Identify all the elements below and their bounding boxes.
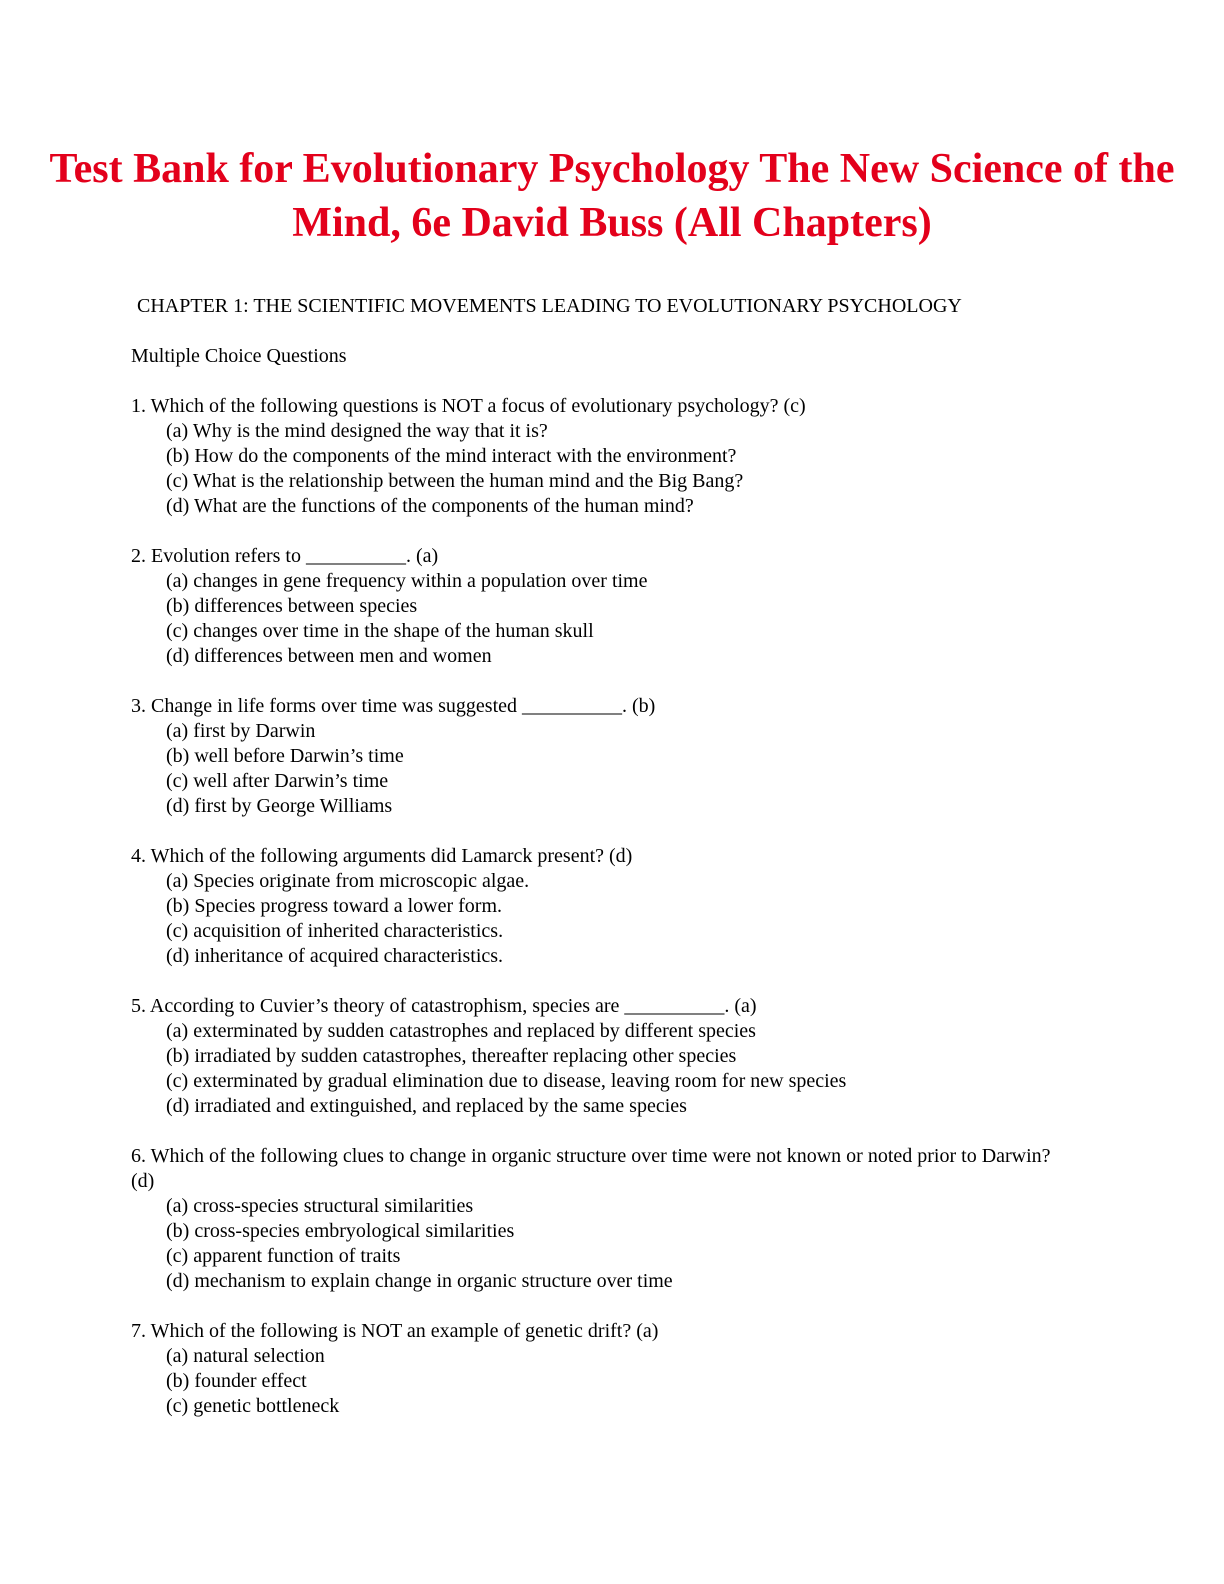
option-list (131, 1194, 1071, 1294)
question-list (131, 394, 1071, 1444)
option-list (131, 869, 1071, 969)
option-a: (a) natural selection (166, 1345, 325, 1367)
option-c: (c) What is the relationship between the human mind and the Big Bang? (166, 470, 744, 492)
question-stem: 2. Evolution refers to __________. (a) (131, 545, 439, 567)
question-3 (131, 694, 1071, 819)
option-c: (c) acquisition of inherited characteristics. (166, 920, 504, 942)
question-stem: 1. Which of the following questions is NOT a focus of evolutionary psychology? (c) (131, 395, 806, 417)
question-stem: 6. Which of the following clues to change in organic structure over time were not known or noted prior to Darwin? (d) (131, 1145, 1051, 1192)
option-c: (c) well after Darwin’s time (166, 770, 389, 792)
option-c: (c) apparent function of traits (166, 1245, 401, 1267)
question-1 (131, 394, 1071, 519)
question-5 (131, 994, 1071, 1119)
option-a: (a) Species originate from microscopic algae. (166, 870, 530, 892)
option-b: (b) founder effect (166, 1370, 307, 1392)
option-d: (d) mechanism to explain change in organic structure over time (166, 1270, 673, 1292)
question-stem: 7. Which of the following is NOT an example of genetic drift? (a) (131, 1320, 659, 1342)
option-d: (d) first by George Williams (166, 795, 393, 817)
question-6 (131, 1144, 1071, 1294)
option-d: (d) differences between men and women (166, 645, 492, 667)
option-b: (b) differences between species (166, 595, 418, 617)
option-list (131, 719, 1071, 819)
option-b: (b) cross-species embryological similarities (166, 1220, 515, 1242)
option-d: (d) What are the functions of the components of the human mind? (166, 495, 694, 517)
option-a: (a) cross-species structural similarities (166, 1195, 474, 1217)
option-list (131, 569, 1071, 669)
option-list (131, 419, 1071, 519)
section-heading: Multiple Choice Questions (131, 345, 347, 367)
option-c: (c) genetic bottleneck (166, 1395, 340, 1417)
option-d: (d) inheritance of acquired characteristics. (166, 945, 504, 967)
option-list (131, 1344, 1071, 1419)
option-b: (b) How do the components of the mind interact with the environment? (166, 445, 737, 467)
option-c: (c) changes over time in the shape of the human skull (166, 620, 594, 642)
option-b: (b) well before Darwin’s time (166, 745, 404, 767)
question-4 (131, 844, 1071, 969)
question-stem: 5. According to Cuvier’s theory of catastrophism, species are __________. (a) (131, 995, 757, 1017)
option-list (131, 1019, 1071, 1119)
option-a: (a) first by Darwin (166, 720, 316, 742)
question-stem: 4. Which of the following arguments did Lamarck present? (d) (131, 845, 633, 867)
option-a: (a) exterminated by sudden catastrophes and replaced by different species (166, 1020, 756, 1042)
option-b: (b) irradiated by sudden catastrophes, thereafter replacing other species (166, 1045, 737, 1067)
question-7 (131, 1319, 1071, 1419)
option-a: (a) changes in gene frequency within a population over time (166, 570, 648, 592)
question-stem: 3. Change in life forms over time was suggested __________. (b) (131, 695, 656, 717)
option-d: (d) irradiated and extinguished, and replaced by the same species (166, 1095, 687, 1117)
document-title: Test Bank for Evolutionary Psychology The New Science of the Mind, 6e David Buss (All Chapters) (49, 146, 1175, 246)
question-2 (131, 544, 1071, 669)
option-c: (c) exterminated by gradual elimination due to disease, leaving room for new species (166, 1070, 847, 1092)
option-b: (b) Species progress toward a lower form. (166, 895, 503, 917)
chapter-heading: CHAPTER 1: THE SCIENTIFIC MOVEMENTS LEADING TO EVOLUTIONARY PSYCHOLOGY (137, 295, 962, 317)
option-a: (a) Why is the mind designed the way that it is? (166, 420, 548, 442)
